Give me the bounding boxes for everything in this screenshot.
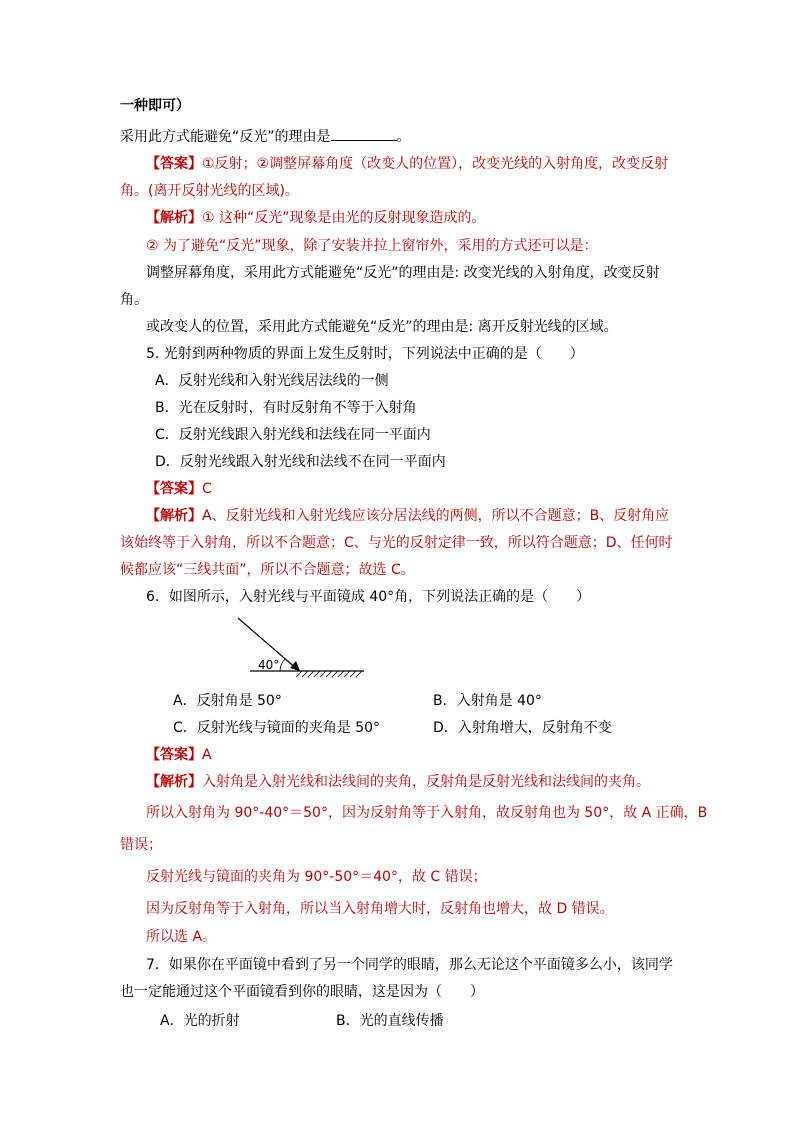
question-6-option-a: A．反射角是 50°: [173, 693, 282, 709]
analysis-5-text: A、反射光线和入射光线应该分居法线的两侧，所以不合题意；B、反射角应: [202, 508, 670, 524]
reason-question-text: 采用此方式能避免“反光”的理由是: [120, 129, 331, 145]
analysis-6-text-4: 反射光线与镜面的夹角为 90°-50°＝40°，故 C 错误；: [146, 869, 487, 885]
question-6-option-d: D．入射角增大，反射角不变: [433, 720, 612, 736]
answer-tag: 【答案】: [146, 156, 202, 172]
answer-6-tag: 【答案】: [146, 747, 202, 763]
analysis-6-tag: 【解析】: [146, 774, 202, 790]
analysis-6-text-3: 错误；: [120, 837, 162, 853]
analysis-text-4: 角。: [120, 292, 148, 308]
question-7-cont: 也一定能通过这个平面镜看到你的眼睛，这是因为（ ）: [120, 984, 484, 1000]
analysis-6-text-2: 所以入射角为 90°-40°＝50°，因为反射角等于入射角，故反射角也为 50°，故 A 正确，B: [146, 805, 708, 821]
question-5-option-c: C．反射光线跟入射光线和法线在同一平面内: [155, 427, 431, 443]
answer-5: [146, 480, 212, 498]
analysis-5-text-2: 该始终等于入射角，所以不合题意；C、与光的反射定律一致，所以符合题意；D、任何时: [120, 535, 673, 551]
analysis-6-text-6: 所以选 A。: [146, 929, 217, 945]
analysis-6: [146, 773, 650, 791]
analysis-6-text-5: 因为反射角等于入射角，所以当入射角增大时，反射角也增大，故 D 错误。: [146, 901, 614, 917]
answer-5-tag: 【答案】: [146, 481, 202, 497]
answer-blank: [331, 128, 397, 141]
analysis-text-2: ② 为了避免“反光”现象，除了安装并拉上窗帘外，采用的方式还可以是：: [146, 238, 598, 254]
question-5-option-d: D．反射光线跟入射光线和法线不在同一平面内: [155, 454, 446, 470]
analysis-5-text-3: 候都应该“三线共面”，所以不合题意；故选 C。: [120, 562, 415, 578]
analysis-5-tag: 【解析】: [146, 508, 202, 524]
answer-6: [146, 746, 212, 764]
reason-question-end: 。: [396, 129, 411, 145]
question-5: 5. 光射到两种物质的界面上发生反射时，下列说法中正确的是（ ）: [146, 346, 584, 362]
reason-question: [120, 128, 411, 146]
question-6: 6．如图所示，入射光线与平面镜成 40°角，下列说法正确的是（ ）: [146, 589, 591, 605]
question-5-option-a: A．反射光线和入射光线居法线的一侧: [155, 373, 389, 389]
question-6-option-c: C．反射光线与镜面的夹角是 50°: [173, 720, 381, 736]
analysis-tag: 【解析】: [146, 210, 202, 226]
question-7-option-a: A．光的折射: [160, 1013, 240, 1029]
analysis-text-3: 调整屏幕角度，采用此方式能避免“反光”的理由是: 改变光线的入射角度，改变反射: [146, 265, 660, 281]
answer-5-value: C: [202, 481, 212, 497]
analysis-5: [146, 507, 669, 525]
analysis-6-text: 入射角是入射光线和法线间的夹角，反射角是反射光线和法线间的夹角。: [202, 774, 650, 790]
mirror-diagram: [230, 612, 370, 682]
mirror-hatching: [296, 671, 362, 677]
analysis-line: [146, 209, 486, 227]
ray-arrowhead: [290, 661, 300, 671]
answer-text: ①反射；②调整屏幕角度（改变人的位置），改变光线的入射角度，改变反射: [202, 156, 669, 172]
answer-6-value: A: [202, 747, 212, 763]
analysis-text: ① 这种“反光”现象是由光的反射现象造成的。: [202, 210, 486, 226]
continued-text: 一种即可）: [120, 98, 190, 114]
analysis-text-5: 或改变人的位置，采用此方式能避免“反光”的理由是: 离开反射光线的区域。: [146, 319, 618, 335]
question-7-option-b: B．光的直线传播: [336, 1013, 444, 1029]
angle-label: 40°: [258, 658, 280, 672]
angle-arc: [280, 659, 285, 671]
question-6-option-b: B．入射角是 40°: [433, 693, 542, 709]
answer-text-cont: 角。(离开反射光线的区域)。: [120, 183, 299, 199]
answer-line: [146, 155, 668, 173]
question-7: 7．如果你在平面镜中看到了另一个同学的眼睛，那么无论这个平面镜多么小，该同学: [146, 957, 673, 973]
question-5-option-b: B．光在反射时，有时反射角不等于入射角: [155, 400, 417, 416]
